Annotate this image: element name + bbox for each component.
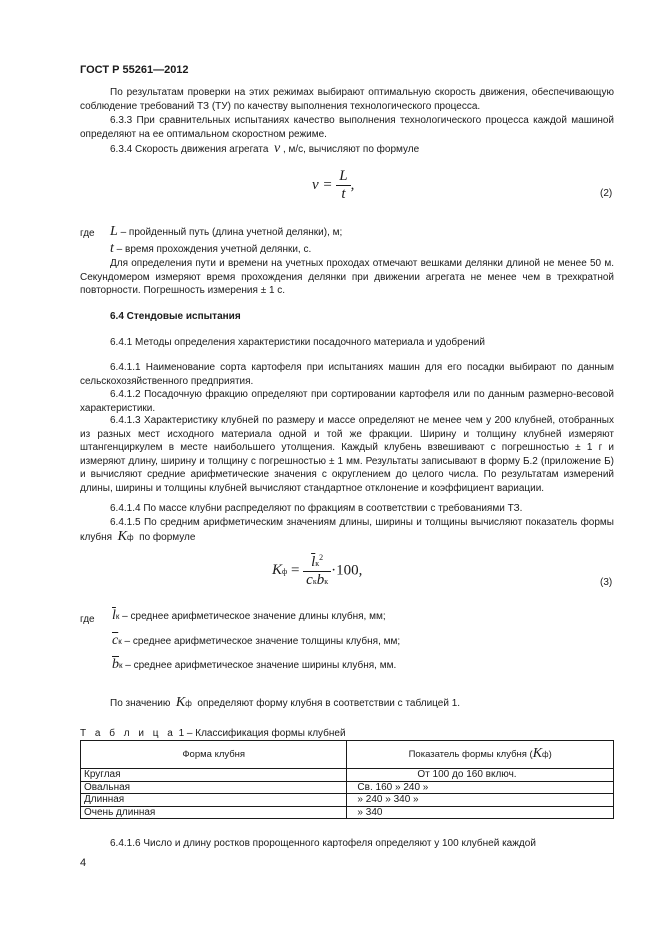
where-label: где [80,228,95,239]
p10-text: 6.4.1.5 По средним арифметическим значениям длины, ширины и толщины вычисляют показатель формы клубня [80,517,614,543]
where-c-text: – среднее арифметическое значение толщины клубня, мм; [124,636,401,647]
K-subscript: ф [127,532,134,542]
table-cell-value: » 340 [347,806,614,819]
b-symbol: $\overline{b}$ [112,657,119,672]
velocity-symbol: ν [273,141,281,156]
where-L [110,224,342,240]
formula-3-K: K [272,562,283,579]
p10-text-b: по формуле [139,531,196,543]
table-cell-shape: Овальная [81,781,347,794]
formula-2-number: (2) [600,188,613,199]
t-symbol: t [110,241,114,256]
formula-3-c: $\overline{c}$ [306,572,313,588]
p3-text-b: , м/с, вычисляют по формуле [282,144,420,155]
formula-3-fraction [303,553,331,589]
paragraph-p4: Для определения пути и времени на учетных проходах отмечают вешками делянки длиной не менее 50 м. Секундомером измеряют время прохождения делянки при движении агрегата не менее чем в трехкратной повторности. Погрешность измерения ± 1 с. [80,258,614,297]
formula-3-numerator [303,553,331,572]
paragraph-6-3-4 [80,142,614,157]
formula-2-lhs: ν = [312,176,333,193]
paragraph-6-4-1: 6.4.1 Методы определения характеристики посадочного материала и удобрений [110,337,485,348]
where-l-text: – среднее арифметическое значение длины клубня, мм; [122,611,386,622]
where-b-text: – среднее арифметическое значение ширины клубня, мм. [125,660,397,671]
table-row [81,781,614,794]
l-subscript: к [115,612,120,621]
where-t [110,241,311,257]
formula-3-number: (3) [600,577,613,588]
table-caption-text: 1 – Классификация формы клубней [178,728,346,739]
paragraph-6-4-1-1: 6.4.1.1 Наименование сорта картофеля при испытаниях машин для его посадки выбирают по данным сельскохозяйственного предприятия. [80,362,614,387]
header-index-text: Показатель формы клубня ( [408,749,533,761]
formula-3-lhs [272,562,287,578]
paragraph-6-3-3: 6.3.3 При сравнительных испытаниях качество выполнения технологического процесса каждой машиной определяют на ее оптимальном скоростном режиме. [80,115,614,140]
table-cell-value: От 100 до 160 включ. [347,769,614,782]
table-row [81,794,614,807]
section-title: 6.4 Стендовые испытания [110,311,241,322]
table-cell-value: Св. 160 » 240 » [347,781,614,794]
formula-3-c-sub: к [312,577,317,586]
formula-3-eq: = [290,562,300,579]
formula-2-denominator: t [341,186,346,202]
K-subscript-2: ф [185,699,192,708]
K-symbol-2: K [175,695,186,710]
c-subscript: к [118,637,122,646]
table-caption [80,728,346,739]
K-symbol: K [117,528,128,544]
table-cell-shape: Очень длинная [81,806,347,819]
paragraph-p11 [110,695,460,711]
c-symbol: $\overline{c}$ [112,633,119,648]
table-row [81,806,614,819]
classification-table [80,740,614,819]
formula-3 [272,553,362,589]
where-l [112,608,386,624]
table-caption-prefix: Т а б л и ц а [80,728,176,739]
page-number: 4 [80,857,87,869]
paragraph-6-4-1-3: 6.4.1.3 Характеристику клубней по размеру и массе определяют не менее чем у 200 клубней, отобранных из разных мест исходного материала одной и той же фракции. Ширину и толщину клубней измеряют штангенциркулем в месте наибольшего утолщения. Каждый клубень взвешивают с погрешностью ± 1 г и измеряют длину, ширину и толщину с погрешностью ± 1 мм. Результаты записывают в форму Б.2 (приложение Б) и вычисляют средние арифметические значения с округлением до целого числа. По результатам измерений длины, ширины и толщины клубней вычисляют стандартное отклонение и коэффициент вариации. [80,415,614,494]
header-K-symbol: K [532,746,543,762]
table-cell-shape: Длинная [81,794,347,807]
header-K-sub: ф [542,750,549,760]
table-row [81,769,614,782]
table-header-shape: Форма клубня [81,741,347,769]
formula-3-b: $\overline{b}$ [316,572,325,588]
header-close: ) [548,749,552,761]
p3-text-a: 6.3.4 Скорость движения агрегата [110,144,269,155]
formula-2-numerator: L [336,168,350,186]
document-header: ГОСТ Р 55261—2012 [80,64,189,76]
formula-3-l-sup: 2 [319,553,324,562]
l-symbol: $\overline{l}$ [112,608,116,623]
formula-2 [312,168,354,203]
formula-3-tail: ·100, [331,562,363,579]
paragraph-6-4-1-6: 6.4.1.6 Число и длину ростков пророщенного картофеля определяют у 100 клубней каждой [110,838,536,849]
paragraph-6-4-1-2: 6.4.1.2 Посадочную фракцию определяют при сортировании картофеля или по данным размерно-весовой характеристики. [80,389,614,414]
paragraph-6-4-1-4: 6.4.1.4 По массе клубни распределяют по фракциям в соответствии с требованиями ТЗ. [110,503,523,514]
paragraph-p1: По результатам проверки на этих режимах выбирают оптимальную скорость движения, обеспечивающую соблюдение требований ТЗ (ТУ) по качеству выполнения технологического процесса. [80,87,614,112]
b-subscript: к [119,661,123,670]
p11-text-b: определяют форму клубня в соответствии с таблицей 1. [197,698,461,709]
table-header-index [347,741,614,769]
table-cell-shape: Круглая [81,769,347,782]
where-b [112,657,396,673]
table-header-row [81,741,614,769]
formula-3-b-sub: к [324,577,329,586]
formula-2-fraction [336,168,350,203]
where2-label: где [80,614,95,625]
where-L-text: – пройденный путь (длина учетной делянки), м; [120,227,343,238]
where-c [112,633,400,649]
table-cell-value: » 240 » 340 » [347,794,614,807]
formula-3-l: $\overline{l}$ [311,554,316,570]
where-t-text: – время прохождения учетной делянки, с. [116,244,312,255]
p11-text-a: По значению [110,698,171,709]
formula-3-l-sub: к [315,559,320,568]
formula-3-K-sub: ф [282,567,288,577]
paragraph-6-4-1-5 [80,516,614,544]
formula-3-denominator [303,572,331,589]
L-symbol: L [110,224,118,239]
formula-2-tail: , [350,176,355,193]
